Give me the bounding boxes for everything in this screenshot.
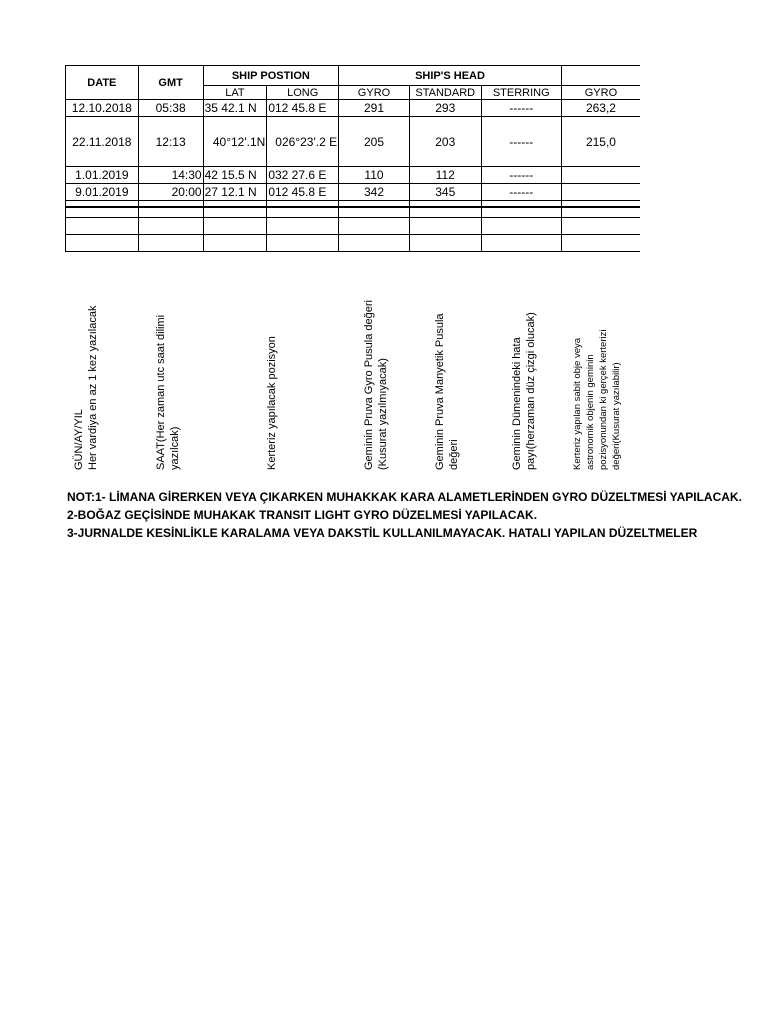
header-long: LONG [267,86,339,100]
cell-sterring: ------ [481,117,561,167]
note-2: 2-BOĞAZ GEÇİSİNDE MUHAKAK TRANSIT LIGHT GYRO DÜZELMESİ YAPILACAK. [67,508,538,522]
empty-row [66,218,641,235]
cell-gmt: 12:13 [138,117,203,167]
table-row [66,167,641,184]
table-row [66,117,641,167]
cell-gyro: 342 [339,184,410,201]
empty-row [66,201,641,218]
desc-bearing: Kerteriz yapılan sabit obje veya astronomik objenin geminin pozisyonundan ki gerçek kerterizi değeri(Kusurat yazılabilir) [572,329,622,470]
notes [67,488,742,542]
header-lat: LAT [203,86,267,100]
header-blank [561,66,640,86]
cell-sterring: ------ [481,100,561,117]
cell-lat: 42 15.5 N [203,167,267,184]
cell-long: 032 27.6 E [267,167,339,184]
desc-date: GÜN/AY/YIL Her vardiya en az 1 kez yazılacak [73,305,99,470]
table-row [66,184,641,201]
cell-gyro-bearing [561,184,640,201]
cell-long: 012 45.8 E [267,100,339,117]
cell-lat: 35 42.1 N [203,100,267,117]
desc-standard: Geminin Pruva Manyetik Pusula değeri [434,313,460,470]
header-gyro: GYRO [339,86,410,100]
log-table [65,65,640,252]
cell-date: 22.11.2018 [66,117,139,167]
cell-gyro: 110 [339,167,410,184]
desc-gmt: SAAT(Her zaman utc saat dilimi yazılcak) [155,314,181,470]
cell-standard: 112 [409,167,481,184]
header-ships-head: SHIP'S HEAD [339,66,562,86]
cell-long: 012 45.8 E [267,184,339,201]
desc-position: Kerteriz yapılacak pozisyon [266,336,278,470]
cell-lat: 27 12.1 N [203,184,267,201]
cell-gyro: 291 [339,100,410,117]
cell-gmt: 20:00 [138,184,203,201]
empty-row [66,235,641,252]
cell-date: 1.01.2019 [66,167,139,184]
note-1: NOT:1- LİMANA GİRERKEN VEYA ÇIKARKEN MUHAKKAK KARA ALAMETLERİNDEN GYRO DÜZELTMESİ YAPILACAK. [67,490,742,504]
header-date: DATE [66,66,139,100]
header-gmt: GMT [138,66,203,100]
header-ship-position: SHIP POSTION [203,66,338,86]
cell-gyro: 205 [339,117,410,167]
header-standard: STANDARD [409,86,481,100]
cell-standard: 345 [409,184,481,201]
desc-steering: Geminin Dümenindeki hata payı(herzaman düz çizgi olucak) [511,312,537,470]
cell-date: 12.10.2018 [66,100,139,117]
header-sterring: STERRING [481,86,561,100]
cell-sterring: ------ [481,167,561,184]
note-3: 3-JURNALDE KESİNLİKLE KARALAMA VEYA DAKSTİL KULLANILMAYACAK. HATALI YAPILAN DÜZELTMELER [67,526,698,540]
cell-standard: 293 [409,100,481,117]
cell-gyro-bearing: 263,2 [561,100,640,117]
cell-gyro-bearing: 215,0 [561,117,640,167]
desc-gyro: Geminin Pruva Gyro Pusula değeri (Kusurat yazılmıyacak) [363,300,389,470]
cell-sterring: ------ [481,184,561,201]
cell-long: 026°23'.2 E [267,117,339,167]
cell-gyro-bearing [561,167,640,184]
cell-gmt: 05:38 [138,100,203,117]
cell-lat: 40°12'.1N [203,117,267,167]
cell-standard: 203 [409,117,481,167]
cell-date: 9.01.2019 [66,184,139,201]
header-gyro-bearing: GYRO [561,86,640,100]
cell-gmt: 14:30 [138,167,203,184]
table-row [66,100,641,117]
table-thick-divider [65,206,640,208]
